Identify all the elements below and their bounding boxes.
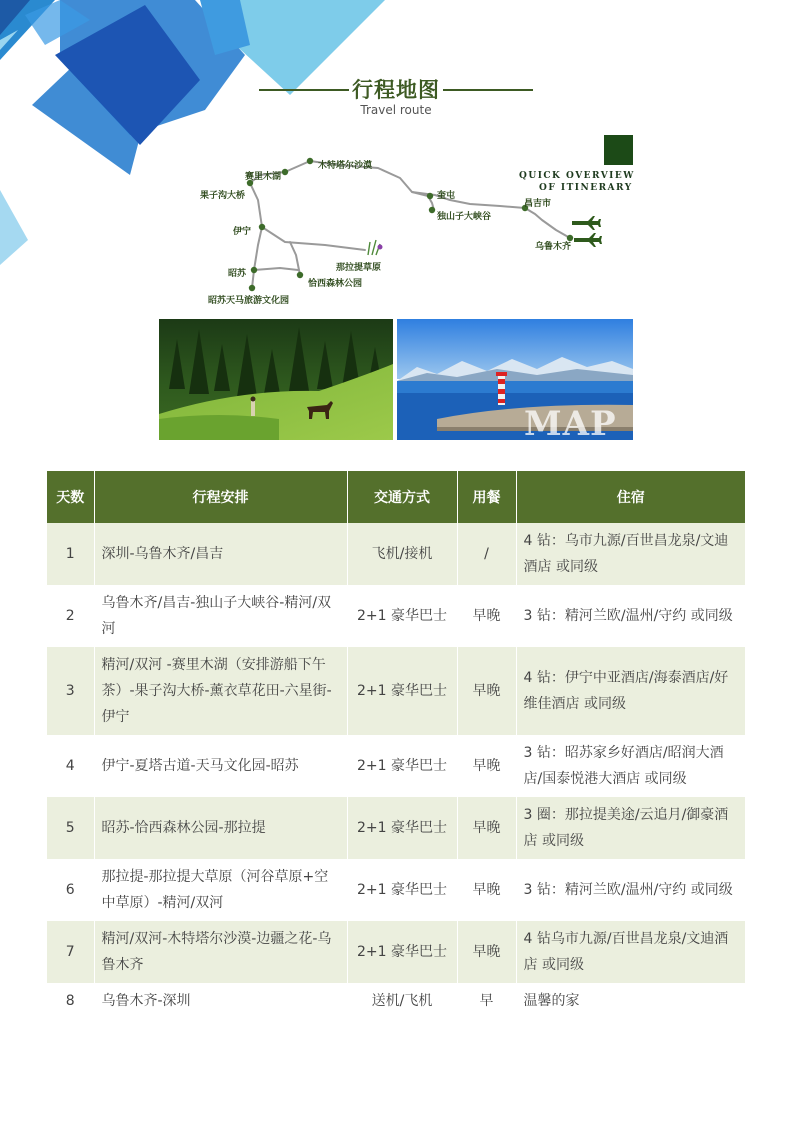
map-label-mute-desert: 木特塔尔沙漠	[318, 161, 373, 171]
transport-cell: 2+1 豪华巴士	[347, 797, 457, 859]
quick-overview-heading	[519, 170, 635, 194]
table-row	[47, 921, 745, 983]
title-right-rule	[443, 89, 533, 91]
route-cell: 昭苏-恰西森林公园-那拉提	[94, 797, 347, 859]
header-route: 行程安排	[94, 471, 347, 523]
map-label-qiaxi-park: 恰西森林公园	[308, 279, 363, 289]
table-row	[47, 983, 745, 1019]
header-day: 天数	[47, 471, 94, 523]
map-label-changji: 昌吉市	[524, 199, 552, 209]
route-map	[190, 130, 640, 310]
day-cell: 5	[47, 797, 94, 859]
day-cell: 8	[47, 983, 94, 1019]
hotel-cell: 3 钻：精河兰欧/温州/守约 或同级	[516, 585, 745, 647]
day-cell: 6	[47, 859, 94, 921]
map-label-zhaosu: 昭苏	[228, 269, 247, 279]
transport-cell: 2+1 豪华巴士	[347, 647, 457, 735]
photo-watermark-text: MAP	[524, 404, 617, 444]
transport-cell: 2+1 豪华巴士	[347, 585, 457, 647]
meals-cell: 早晚	[457, 859, 516, 921]
map-label-yining: 伊宁	[233, 227, 252, 237]
table-row	[47, 523, 745, 585]
transport-cell: 2+1 豪华巴士	[347, 921, 457, 983]
day-cell: 1	[47, 523, 94, 585]
header-hotel: 住宿	[516, 471, 745, 523]
hotel-cell: 4 钻：伊宁中亚酒店/海泰酒店/好维佳酒店 或同级	[516, 647, 745, 735]
airplane-icon	[572, 216, 601, 230]
day-cell: 2	[47, 585, 94, 647]
map-label-zhaosu-tianma: 昭苏天马旅游文化园	[208, 296, 290, 306]
day-cell: 3	[47, 647, 94, 735]
header-transport: 交通方式	[347, 471, 457, 523]
page-subtitle: Travel route	[360, 103, 432, 117]
route-cell: 伊宁-夏塔古道-天马文化园-昭苏	[94, 735, 347, 797]
hotel-cell: 3 钻：精河兰欧/温州/守约 或同级	[516, 859, 745, 921]
meals-cell: 早晚	[457, 921, 516, 983]
table-row	[47, 797, 745, 859]
route-cell: 那拉提-那拉提大草原（河谷草原+空中草原）-精河/双河	[94, 859, 347, 921]
overview-line-2: OF ITINERARY	[539, 183, 633, 193]
airplane-icon	[574, 233, 602, 247]
transport-cell: 送机/飞机	[347, 983, 457, 1019]
hotel-cell: 4 钻：乌市九源/百世昌龙泉/文迪酒店 或同级	[516, 523, 745, 585]
table-row	[47, 859, 745, 921]
meals-cell: 早晚	[457, 585, 516, 647]
hotel-cell: 4 钻乌市九源/百世昌龙泉/文迪酒店 或同级	[516, 921, 745, 983]
page-title: 行程地图	[352, 78, 440, 102]
map-label-guozigou-bridge: 果子沟大桥	[200, 191, 246, 201]
route-cell: 乌鲁木齐-深圳	[94, 983, 347, 1019]
route-cell: 深圳-乌鲁木齐/昌吉	[94, 523, 347, 585]
table-row	[47, 647, 745, 735]
header-meals: 用餐	[457, 471, 516, 523]
overview-line-1: QUICK OVERVIEW	[519, 171, 635, 181]
map-label-kuitun: 奎屯	[437, 191, 456, 201]
meals-cell: /	[457, 523, 516, 585]
transport-cell: 飞机/接机	[347, 523, 457, 585]
route-cell: 精河/双河 -赛里木湖（安排游船下午茶）-果子沟大桥-薰衣草花田-六星街-伊宁	[94, 647, 347, 735]
section-title	[0, 74, 792, 104]
route-cell: 乌鲁木齐/昌吉-独山子大峡谷-精河/双河	[94, 585, 347, 647]
map-label-nalati: 那拉提草原	[336, 263, 382, 273]
meals-cell: 早晚	[457, 735, 516, 797]
table-row	[47, 735, 745, 797]
hotel-cell: 温馨的家	[516, 983, 745, 1019]
map-label-urumqi: 乌鲁木齐	[535, 242, 572, 252]
map-label-sailimu: 赛里木湖	[245, 172, 282, 182]
hotel-cell: 3 圈：那拉提美途/云追月/御豪酒店 或同级	[516, 797, 745, 859]
route-cell: 精河/双河-木特塔尔沙漠-边疆之花-乌鲁木齐	[94, 921, 347, 983]
hotel-cell: 3 钻：昭苏家乡好酒店/昭润大酒店/国泰悦港大酒店 或同级	[516, 735, 745, 797]
transport-cell: 2+1 豪华巴士	[347, 735, 457, 797]
map-label-dushanzi: 独山子大峡谷	[437, 212, 492, 222]
table-row	[47, 585, 745, 647]
green-square-decoration	[604, 135, 633, 165]
meals-cell: 早	[457, 983, 516, 1019]
day-cell: 4	[47, 735, 94, 797]
table-header-row	[47, 471, 745, 523]
grassland-forest-photo	[159, 319, 393, 440]
meals-cell: 早晚	[457, 797, 516, 859]
itinerary-table	[47, 471, 745, 1019]
grass-icon	[368, 240, 383, 255]
transport-cell: 2+1 豪华巴士	[347, 859, 457, 921]
meals-cell: 早晚	[457, 647, 516, 735]
day-cell: 7	[47, 921, 94, 983]
title-left-rule	[259, 89, 349, 91]
